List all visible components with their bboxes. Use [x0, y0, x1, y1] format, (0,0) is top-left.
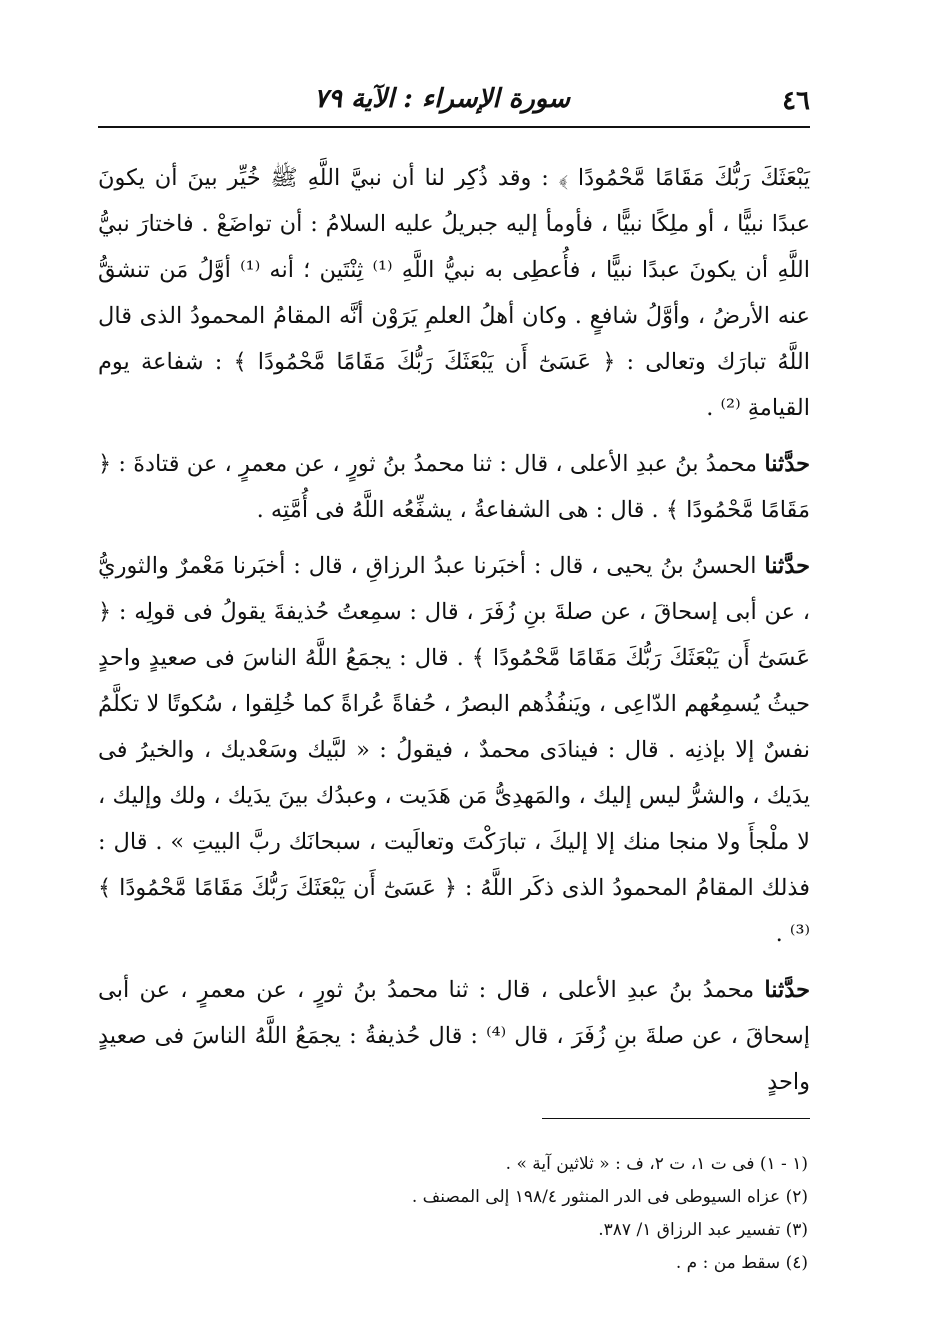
- paragraph-4: [98, 967, 810, 1105]
- paragraph-text: محمدُ بنُ عبدِ الأعلى ، قال : ثنا محمدُ بنُ ثورٍ ، عن معمرٍ ، عن أبى إسحاقَ ، عن صلةَ بنِ زُفَرَ ، قال ⁽⁴⁾ : قال حُذيفةُ : يجمَعُ اللَّهُ الناسَ فى صعيدٍ واحدٍ: [98, 977, 810, 1095]
- paragraph-lead: حدَّثنا: [764, 977, 810, 1003]
- running-head: سورة الإسراء : الآية ٧٩: [314, 84, 570, 114]
- paragraph-2: [98, 441, 810, 533]
- footnote-2: (٢) عزاه السيوطى فى الدر المنثور ١٩٨/٤ إلى المصنف .: [411, 1187, 808, 1207]
- page-number: ٤٦: [782, 86, 810, 116]
- footnote-rule: [542, 1118, 810, 1119]
- footnote-1: (١ - ١) فى ت ١، ت ٢، ف : « ثلاثين آية » .: [505, 1154, 808, 1174]
- header-rule: [98, 126, 810, 128]
- paragraph-3: [98, 543, 810, 957]
- footnote-3: (٣) تفسير عبد الرزاق ١/ ٣٨٧.: [598, 1220, 808, 1240]
- body-text: [98, 155, 810, 1115]
- paragraph-lead: حدَّثنا: [764, 451, 810, 477]
- paragraph-text: الحسنُ بنُ يحيى ، قال : أخبَرنا عبدُ الرزاقِ ، قال : أخبَرنا مَعْمرٌ والثوريُّ ، عن أبى إسحاقَ ، عن صلةَ بنِ زُفَرَ ، قال : سمِعتُ حُذيفةَ يقولُ فى قولِه : ﴿ عَسَىٰٓ أَن يَبْعَثَكَ رَبُّكَ مَقَامًا مَّحْمُودًا ﴾ . قال : يجمَعُ اللَّهُ الناسَ فى صعيدٍ واحدٍ حيثُ يُسمِعُهم الدّاعِى ، ويَنفُذُهم البصرُ ، حُفاةً عُراةً كما خُلِقوا ، سُكوتًا لا تكلَّمُ نفسٌ إلا بإذنِه . قال : فينادَى محمدٌ ، فيقولُ : « لبَّيك وسَعْديك ، والخيرُ فى يدَيك ، والشرُّ ليس إليك ، والمَهدِىُّ مَن هَدَيت ، وعبدُك بينَ يدَيك ، ولك وإليك ، لا ملْجأَ ولا منجا منك إلا إليكَ ، تبارَكْتَ وتعالَيت ، سبحانَك ربَّ البيتِ » . قال : فذلك المقامُ المحمودُ الذى ذكَر اللَّهُ : ﴿ عَسَىٰٓ أَن يَبْعَثَكَ رَبُّكَ مَقَامًا مَّحْمُودًا ﴾ ⁽³⁾ .: [98, 553, 810, 947]
- paragraph-lead: حدَّثنا: [764, 553, 810, 579]
- footnote-4: (٤) سقط من : م .: [675, 1253, 808, 1273]
- paragraph-text: يَبْعَثَكَ رَبُّكَ مَقَامًا مَّحْمُودًا ﴾ : وقد ذُكِر لنا أن نبيَّ اللَّهِ ﷺ خُيِّر بينَ أن يكونَ عبدًا نبيًّا ، أو ملِكًا نبيًّا ، فأومأ إليه جبريلُ عليه السلامُ : أن تواضَعْ . فاختارَ نبيُّ اللَّهِ أن يكونَ عبدًا نبيًّا ، فأُعطِى به نبيُّ اللَّهِ ⁽¹⁾ ثِنْتَين ؛ أنه ⁽¹⁾ أوَّلُ مَن تنشقُّ عنه الأرضُ ، وأوَّلُ شافعٍ . وكان أهلُ العلمِ يَرَوْن أنَّه المقامُ المحمودُ الذى قال اللَّهُ تبارَك وتعالى : ﴿ عَسَىٰٓ أَن يَبْعَثَكَ رَبُّكَ مَقَامًا مَّحْمُودًا ﴾ : شفاعة يوم القيامةِ ⁽²⁾ .: [98, 165, 810, 421]
- paragraph-text: محمدُ بنُ عبدِ الأعلى ، قال : ثنا محمدُ بنُ ثورٍ ، عن معمرٍ ، عن قتادةَ : ﴿ مَقَامًا مَّحْمُودًا ﴾ . قال : هى الشفاعةُ ، يشفِّعُه اللَّهُ فى أُمَّتِه .: [98, 451, 810, 523]
- paragraph-1: [98, 155, 810, 431]
- page-header: [98, 80, 810, 124]
- footnotes: [98, 1148, 808, 1280]
